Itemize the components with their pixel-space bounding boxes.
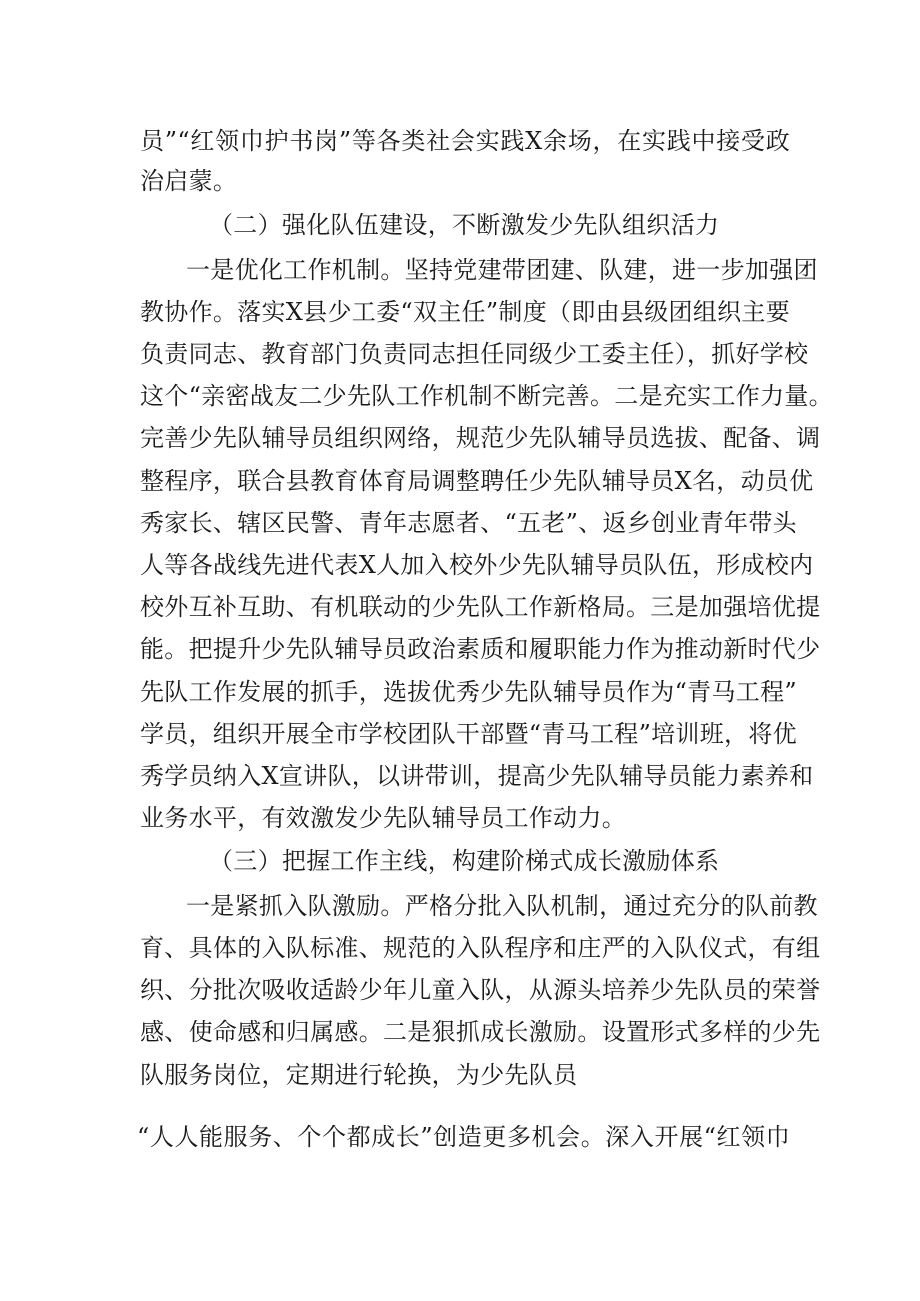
paragraph-line: 能。把提升少先队辅导员政治素质和履职能力作为推动新时代少 <box>140 635 821 663</box>
paragraph-line: 整程序，联合县教育体育局调整聘任少先队辅导员X名，动员优 <box>140 467 814 495</box>
paragraph-line: 人等各战线先进代表X人加入校外少先队辅导员队伍，形成校内 <box>140 551 814 579</box>
paragraph-line: 一是紧抓入队激励。严格分批入队机制，通过充分的队前教 <box>186 892 818 920</box>
paragraph-line: “人人能服务、个个都成长”创造更多机会。深入开展“红领巾 <box>137 1123 790 1151</box>
paragraph-line: 织、分批次吸收适龄少年儿童入队，从源头培养少先队员的荣誉 <box>140 976 821 1004</box>
paragraph-line: 校外互补互助、有机联动的少先队工作新格局。三是加强培优提 <box>140 593 821 621</box>
paragraph-line: 队服务岗位，定期进行轮换，为少先队员 <box>140 1061 578 1089</box>
paragraph-line: 员”“红领巾护书岗”等各类社会实践X余场，在实践中接受政 <box>140 127 790 155</box>
paragraph-line: 秀学员纳入X宣讲队，以讲带训，提高少先队辅导员能力素养和 <box>140 762 814 790</box>
paragraph-line: 治启蒙。 <box>140 167 238 195</box>
paragraph-line: 负责同志、教育部门负责同志担任同级少工委主任），抓好学校 <box>140 340 809 368</box>
paragraph-line: 完善少先队辅导员组织网络，规范少先队辅导员选拔、配备、调 <box>140 424 821 452</box>
paragraph-line: 感、使命感和归属感。二是狠抓成长激励。设置形式多样的少先 <box>140 1018 821 1046</box>
paragraph-line: 教协作。落实X县少工委“双主任”制度（即由县级团组织主要 <box>140 298 791 326</box>
section-heading: （二）强化队伍建设，不断激发少先队组织活力 <box>209 211 720 239</box>
paragraph-line: 业务水平，有效激发少先队辅导员工作动力。 <box>140 804 626 832</box>
paragraph-line: 先队工作发展的抓手，选拔优秀少先队辅导员作为“青马工程” <box>140 678 797 706</box>
section-heading: （三）把握工作主线，构建阶梯式成长激励体系 <box>209 847 720 875</box>
paragraph-line: 一是优化工作机制。坚持党建带团建、队建，进一步加强团 <box>186 256 818 284</box>
paragraph-line: 学员，组织开展全市学校团队干部暨“青马工程”培训班，将优 <box>140 720 797 748</box>
paragraph-line: 育、具体的入队标准、规范的入队程序和庄严的入队仪式，有组 <box>140 934 821 962</box>
paragraph-line: 秀家长、辖区民警、青年志愿者、“五老”、返乡创业青年带头 <box>140 509 797 537</box>
paragraph-line: 这个“亲密战友二少先队工作机制不断完善。二是充实工作力量。 <box>140 382 833 410</box>
